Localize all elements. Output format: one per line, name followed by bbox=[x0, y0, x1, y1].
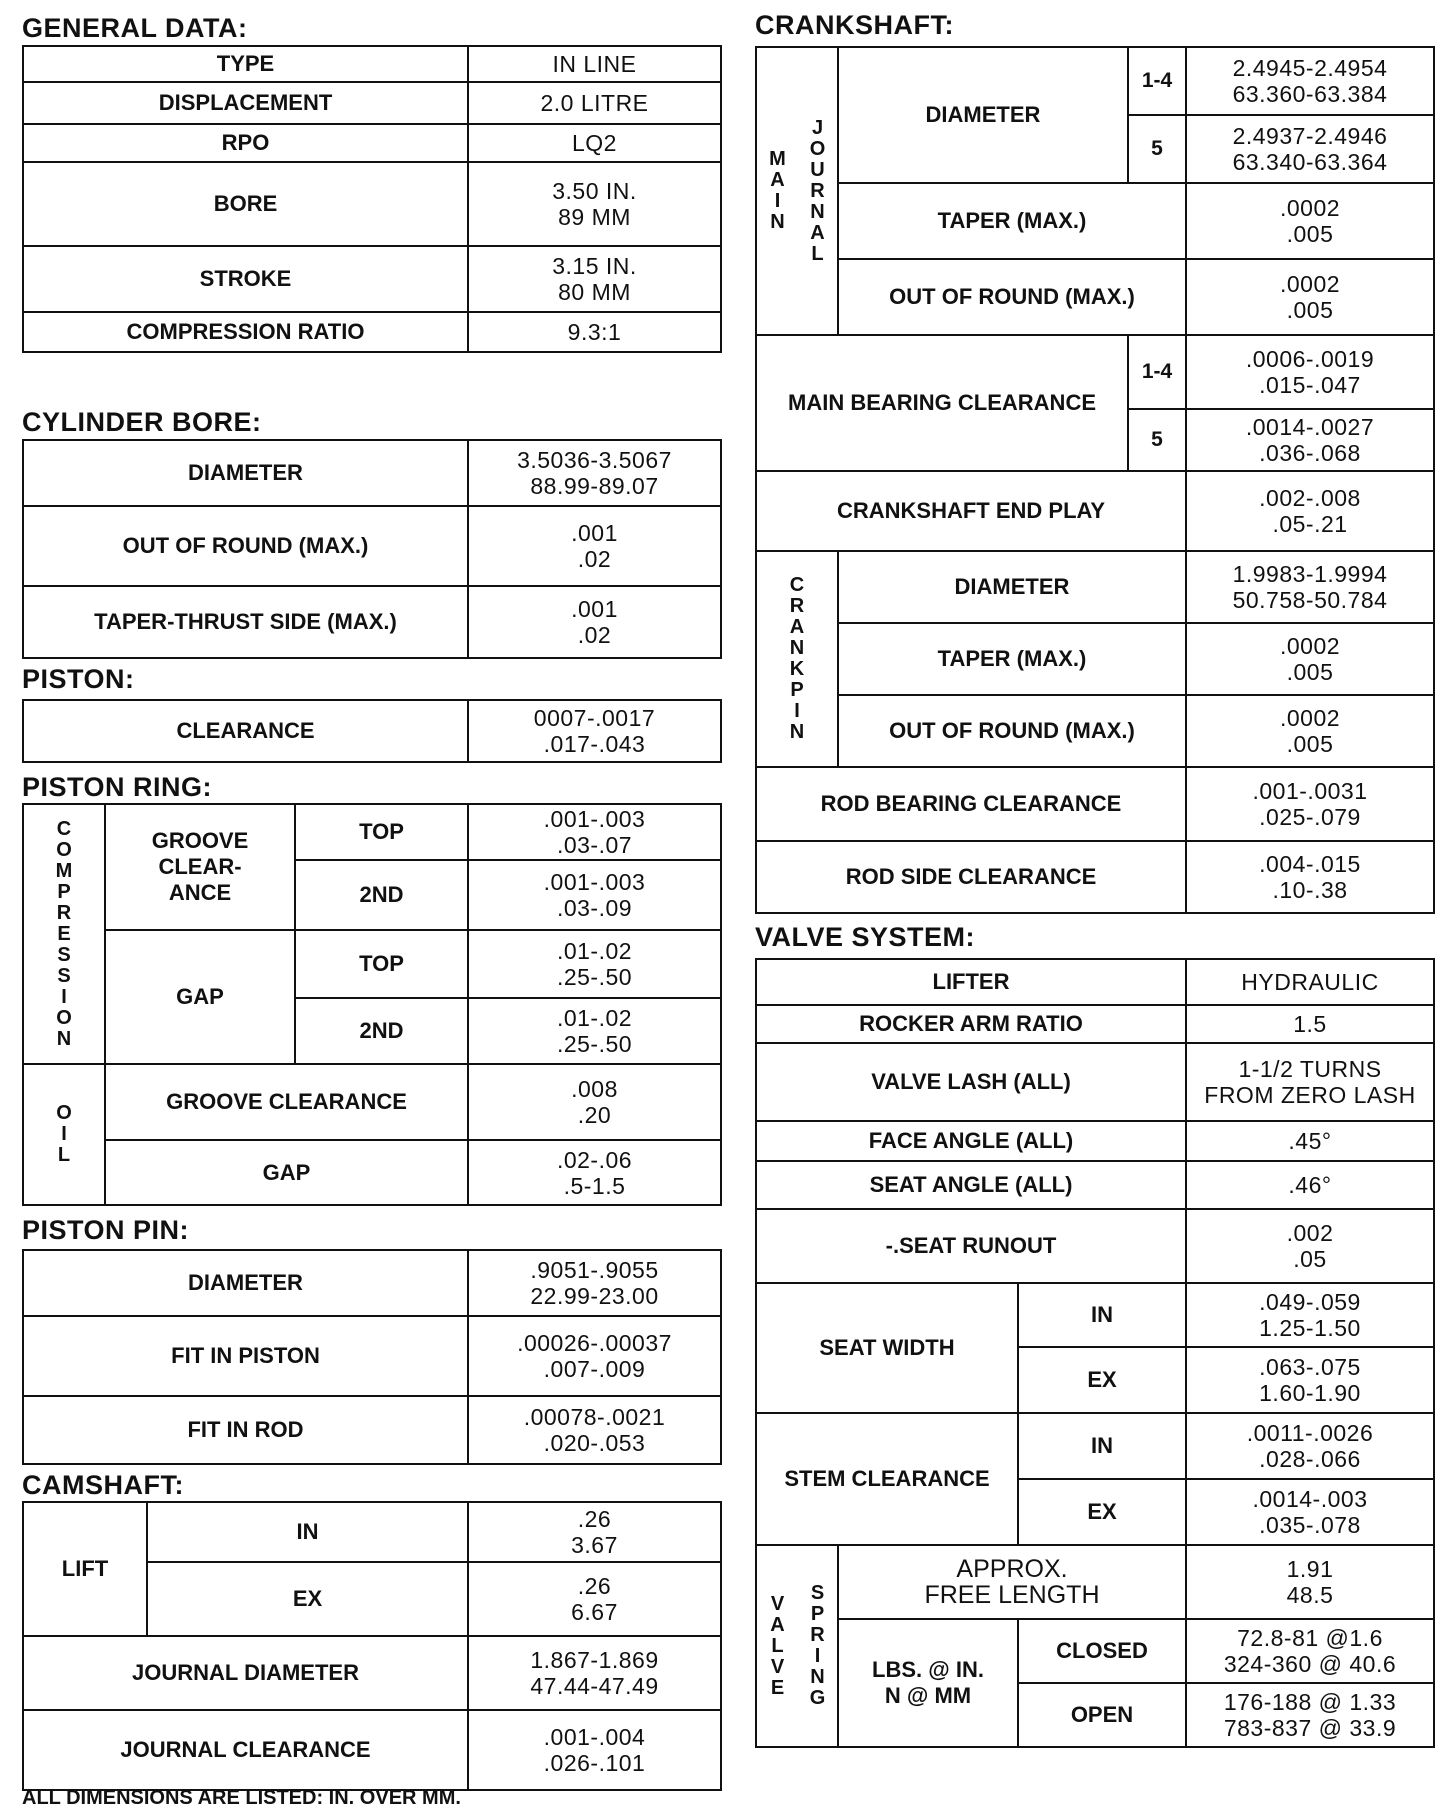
table-row bbox=[23, 162, 721, 246]
compression-label: C O M P R E S S I O N bbox=[23, 804, 105, 1064]
oil-gap-label: GAP bbox=[105, 1140, 468, 1205]
open-value: 176-188 @ 1.33 783-837 @ 33.9 bbox=[1186, 1683, 1434, 1747]
seat-angle-label: SEAT ANGLE (ALL) bbox=[756, 1161, 1186, 1209]
crankshaft-heading: CRANKSHAFT: bbox=[755, 10, 954, 40]
table-row bbox=[756, 695, 1434, 767]
footer-note: ALL DIMENSIONS ARE LISTED: IN. OVER MM. bbox=[22, 1787, 461, 1809]
gap-2nd-value: .01-.02 .25-.50 bbox=[468, 998, 721, 1064]
displacement-value: 2.0 LITRE bbox=[468, 82, 721, 124]
main-oor-value: .0002 .005 bbox=[1186, 259, 1434, 335]
piston-heading: PISTON: bbox=[22, 664, 135, 694]
table-row bbox=[23, 700, 721, 762]
lift-in-value: .26 3.67 bbox=[468, 1502, 721, 1562]
closed-value: 72.8-81 @1.6 324-360 @ 40.6 bbox=[1186, 1619, 1434, 1683]
table-row bbox=[23, 1316, 721, 1396]
rod-side-value: .004-.015 .10-.38 bbox=[1186, 841, 1434, 913]
crankpin-label: C R A N K P I N bbox=[756, 551, 838, 767]
table-row bbox=[756, 1209, 1434, 1283]
table-row bbox=[23, 506, 721, 586]
table-row bbox=[756, 47, 1434, 115]
valve-system-heading: VALVE SYSTEM: bbox=[755, 922, 976, 952]
seat-runout-label: -.SEAT RUNOUT bbox=[756, 1209, 1186, 1283]
table-row bbox=[756, 1283, 1434, 1347]
table-row bbox=[756, 259, 1434, 335]
table-row bbox=[756, 841, 1434, 913]
valve-lash-value: 1-1/2 TURNS FROM ZERO LASH bbox=[1186, 1043, 1434, 1121]
lift-in-label: IN bbox=[147, 1502, 468, 1562]
table-row bbox=[23, 1140, 721, 1205]
piston-pin-heading: PISTON PIN: bbox=[22, 1215, 190, 1245]
rpo-label: RPO bbox=[23, 124, 468, 162]
end-play-value: .002-.008 .05-.21 bbox=[1186, 471, 1434, 551]
table-row bbox=[756, 959, 1434, 1005]
cp-oor-value: .0002 .005 bbox=[1186, 695, 1434, 767]
cp-taper-value: .0002 .005 bbox=[1186, 623, 1434, 695]
main-taper-label: TAPER (MAX.) bbox=[838, 183, 1186, 259]
cylinder-bore-heading: CYLINDER BORE: bbox=[22, 407, 262, 437]
seat-width-in-value: .049-.059 1.25-1.50 bbox=[1186, 1283, 1434, 1347]
groove-clearance-label: GROOVE CLEAR- ANCE bbox=[105, 804, 295, 930]
stem-ex-value: .0014-.003 .035-.078 bbox=[1186, 1479, 1434, 1545]
spring-label: S P R I N G bbox=[798, 1545, 838, 1747]
groove-2nd-value: .001-.003 .03-.09 bbox=[468, 860, 721, 930]
seat-runout-value: .002 .05 bbox=[1186, 1209, 1434, 1283]
displacement-label: DISPLACEMENT bbox=[23, 82, 468, 124]
stroke-value: 3.15 IN. 80 MM bbox=[468, 246, 721, 312]
main-diameter-1-4-value: 2.4945-2.4954 63.360-63.384 bbox=[1186, 47, 1434, 115]
mb-pos-5: 5 bbox=[1128, 409, 1186, 471]
piston-ring-table bbox=[22, 803, 722, 1206]
rod-side-label: ROD SIDE CLEARANCE bbox=[756, 841, 1186, 913]
table-row bbox=[756, 551, 1434, 623]
stem-clearance-label: STEM CLEARANCE bbox=[756, 1413, 1018, 1545]
stem-in-label: IN bbox=[1018, 1413, 1186, 1479]
table-row bbox=[23, 82, 721, 124]
table-row bbox=[23, 1064, 721, 1140]
oil-groove-label: GROOVE CLEARANCE bbox=[105, 1064, 468, 1140]
main-taper-value: .0002 .005 bbox=[1186, 183, 1434, 259]
table-row bbox=[23, 46, 721, 82]
pin-diameter-label: DIAMETER bbox=[23, 1250, 468, 1316]
groove-top-label: TOP bbox=[295, 804, 468, 860]
table-row bbox=[23, 312, 721, 352]
seat-width-ex-label: EX bbox=[1018, 1347, 1186, 1413]
valve-label: V A L V E bbox=[756, 1545, 798, 1747]
lift-ex-label: EX bbox=[147, 1562, 468, 1636]
table-row bbox=[23, 440, 721, 506]
bore-diameter-label: DIAMETER bbox=[23, 440, 468, 506]
stem-ex-label: EX bbox=[1018, 1479, 1186, 1545]
table-row bbox=[756, 1413, 1434, 1479]
table-row bbox=[23, 1636, 721, 1710]
main-diameter-5-value: 2.4937-2.4946 63.340-63.364 bbox=[1186, 115, 1434, 183]
compression-ratio-label: COMPRESSION RATIO bbox=[23, 312, 468, 352]
table-row bbox=[23, 1250, 721, 1316]
main-label: M A I N bbox=[756, 47, 798, 335]
journal-diameter-label: JOURNAL DIAMETER bbox=[23, 1636, 468, 1710]
cp-diameter-value: 1.9983-1.9994 50.758-50.784 bbox=[1186, 551, 1434, 623]
journal-label: J O U R N A L bbox=[798, 47, 838, 335]
taper-thrust-label: TAPER-THRUST SIDE (MAX.) bbox=[23, 586, 468, 658]
piston-table bbox=[22, 699, 722, 763]
table-row bbox=[23, 1396, 721, 1464]
closed-label: CLOSED bbox=[1018, 1619, 1186, 1683]
rocker-ratio-value: 1.5 bbox=[1186, 1005, 1434, 1043]
mb-5-value: .0014-.0027 .036-.068 bbox=[1186, 409, 1434, 471]
journal-clearance-value: .001-.004 .026-.101 bbox=[468, 1710, 721, 1790]
lifter-label: LIFTER bbox=[756, 959, 1186, 1005]
lbs-label: LBS. @ IN. N @ MM bbox=[838, 1619, 1018, 1747]
table-row bbox=[23, 804, 721, 860]
seat-width-ex-value: .063-.075 1.60-1.90 bbox=[1186, 1347, 1434, 1413]
table-row bbox=[23, 246, 721, 312]
main-oor-label: OUT OF ROUND (MAX.) bbox=[838, 259, 1186, 335]
rocker-ratio-label: ROCKER ARM RATIO bbox=[756, 1005, 1186, 1043]
gap-2nd-label: 2ND bbox=[295, 998, 468, 1064]
table-row bbox=[756, 335, 1434, 409]
table-row bbox=[23, 1710, 721, 1790]
main-diameter-pos-1-4: 1-4 bbox=[1128, 47, 1186, 115]
bore-diameter-value: 3.5036-3.5067 88.99-89.07 bbox=[468, 440, 721, 506]
lift-label: LIFT bbox=[23, 1502, 147, 1636]
table-row bbox=[756, 471, 1434, 551]
table-row bbox=[23, 1502, 721, 1562]
rpo-value: LQ2 bbox=[468, 124, 721, 162]
bore-value: 3.50 IN. 89 MM bbox=[468, 162, 721, 246]
lifter-value: HYDRAULIC bbox=[1186, 959, 1434, 1005]
end-play-label: CRANKSHAFT END PLAY bbox=[756, 471, 1186, 551]
cp-diameter-label: DIAMETER bbox=[838, 551, 1186, 623]
main-diameter-label: DIAMETER bbox=[838, 47, 1128, 183]
table-row bbox=[756, 1161, 1434, 1209]
general-data-table bbox=[22, 45, 722, 353]
pin-diameter-value: .9051-.9055 22.99-23.00 bbox=[468, 1250, 721, 1316]
cp-oor-label: OUT OF ROUND (MAX.) bbox=[838, 695, 1186, 767]
groove-2nd-label: 2ND bbox=[295, 860, 468, 930]
taper-thrust-value: .001 .02 bbox=[468, 586, 721, 658]
cylinder-bore-table bbox=[22, 439, 722, 659]
face-angle-label: FACE ANGLE (ALL) bbox=[756, 1121, 1186, 1161]
type-label: TYPE bbox=[23, 46, 468, 82]
bore-out-of-round-value: .001 .02 bbox=[468, 506, 721, 586]
free-length-value: 1.91 48.5 bbox=[1186, 1545, 1434, 1619]
oil-groove-value: .008 .20 bbox=[468, 1064, 721, 1140]
type-value: IN LINE bbox=[468, 46, 721, 82]
piston-pin-table bbox=[22, 1249, 722, 1465]
mb-pos-1-4: 1-4 bbox=[1128, 335, 1186, 409]
fit-in-piston-value: .00026-.00037 .007-.009 bbox=[468, 1316, 721, 1396]
table-row bbox=[756, 767, 1434, 841]
fit-in-rod-value: .00078-.0021 .020-.053 bbox=[468, 1396, 721, 1464]
journal-clearance-label: JOURNAL CLEARANCE bbox=[23, 1710, 468, 1790]
gap-label: GAP bbox=[105, 930, 295, 1064]
table-row bbox=[23, 586, 721, 658]
seat-width-in-label: IN bbox=[1018, 1283, 1186, 1347]
table-row bbox=[756, 1121, 1434, 1161]
seat-angle-value: .46° bbox=[1186, 1161, 1434, 1209]
camshaft-table bbox=[22, 1501, 722, 1791]
piston-clearance-label: CLEARANCE bbox=[23, 700, 468, 762]
open-label: OPEN bbox=[1018, 1683, 1186, 1747]
table-row bbox=[756, 1043, 1434, 1121]
lift-ex-value: .26 6.67 bbox=[468, 1562, 721, 1636]
table-row bbox=[23, 930, 721, 998]
bore-out-of-round-label: OUT OF ROUND (MAX.) bbox=[23, 506, 468, 586]
valve-lash-label: VALVE LASH (ALL) bbox=[756, 1043, 1186, 1121]
fit-in-piston-label: FIT IN PISTON bbox=[23, 1316, 468, 1396]
journal-diameter-value: 1.867-1.869 47.44-47.49 bbox=[468, 1636, 721, 1710]
main-diameter-pos-5: 5 bbox=[1128, 115, 1186, 183]
oil-label: O I L bbox=[23, 1064, 105, 1205]
table-row bbox=[23, 124, 721, 162]
piston-clearance-value: 0007-.0017 .017-.043 bbox=[468, 700, 721, 762]
main-bearing-clearance-label: MAIN BEARING CLEARANCE bbox=[756, 335, 1128, 471]
fit-in-rod-label: FIT IN ROD bbox=[23, 1396, 468, 1464]
seat-width-label: SEAT WIDTH bbox=[756, 1283, 1018, 1413]
mb-1-4-value: .0006-.0019 .015-.047 bbox=[1186, 335, 1434, 409]
table-row bbox=[756, 1545, 1434, 1619]
oil-gap-value: .02-.06 .5-1.5 bbox=[468, 1140, 721, 1205]
camshaft-heading: CAMSHAFT: bbox=[22, 1470, 184, 1500]
general-data-heading: GENERAL DATA: bbox=[22, 13, 248, 43]
table-row bbox=[756, 1005, 1434, 1043]
crankshaft-table bbox=[755, 46, 1435, 914]
rod-bearing-value: .001-.0031 .025-.079 bbox=[1186, 767, 1434, 841]
stem-in-value: .0011-.0026 .028-.066 bbox=[1186, 1413, 1434, 1479]
stroke-label: STROKE bbox=[23, 246, 468, 312]
cp-taper-label: TAPER (MAX.) bbox=[838, 623, 1186, 695]
rod-bearing-label: ROD BEARING CLEARANCE bbox=[756, 767, 1186, 841]
piston-ring-heading: PISTON RING: bbox=[22, 772, 213, 802]
gap-top-label: TOP bbox=[295, 930, 468, 998]
valve-system-table bbox=[755, 958, 1435, 1748]
table-row bbox=[756, 1619, 1434, 1683]
compression-ratio-value: 9.3:1 bbox=[468, 312, 721, 352]
groove-top-value: .001-.003 .03-.07 bbox=[468, 804, 721, 860]
gap-top-value: .01-.02 .25-.50 bbox=[468, 930, 721, 998]
bore-label: BORE bbox=[23, 162, 468, 246]
table-row bbox=[756, 183, 1434, 259]
face-angle-value: .45° bbox=[1186, 1121, 1434, 1161]
free-length-label: APPROX. FREE LENGTH bbox=[838, 1545, 1186, 1619]
table-row bbox=[756, 623, 1434, 695]
